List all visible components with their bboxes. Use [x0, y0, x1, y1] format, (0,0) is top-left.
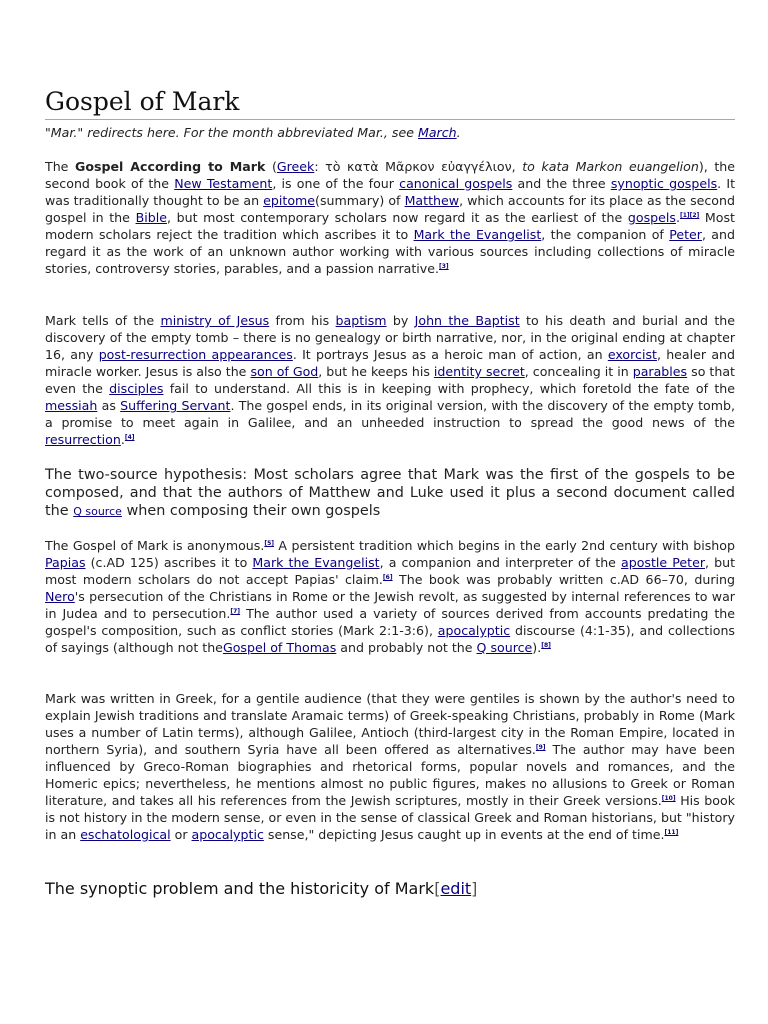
paragraph-language: Mark was written in Greek, for a gentile audience (that they were gentiles is shown by the author's need to explain Jewish traditions and translate Aramaic terms) of Greek-speaking Christians, probably in Rome (Mark uses a number of Latin terms), although Galilee, Antioch (third-largest city in the Roman Empire, located in northern Syria), and southern Syria have all been offered as alternatives.[9] The author may have been influenced by Greco-Roman biographies and rhetorical forms, popular novels and romances, and the Homeric epics; nevertheless, he mentions almost no public figures, makes no allusions to Greek or Roman literature, and takes all his references from the Jewish scriptures, mostly in their Greek versions.[10] His book is not history in the modern sense, or even in the sense of classical Greek and Roman historians, but "history in an eschatological or apocalyptic sense," depicting Jesus caught up in events at the end of time.[11]	[45, 691, 736, 842]
link-baptism[interactable]: baptism	[335, 313, 387, 328]
paragraph-authorship: The Gospel of Mark is anonymous.[5] A persistent tradition which begins in the early 2nd century with bishop Papias (c.AD 125) ascribes it to Mark the Evangelist, a companion and interpreter of the apostle Peter, but most modern scholars do not accept Papias' claim.[6] The book was probably written c.AD 66–70, during Nero's persecution of the Christians in Rome or the Jewish revolt, as suggested by internal references to war in Judea and to persecution.[7] The author used a variety of sources derived from accounts predating the gospel's composition, such as conflict stories (Mark 2:1-3:6), apocalyptic discourse (4:1-35), and collections of sayings (although not theGospel of Thomas and probably not the Q source).[8]	[45, 538, 736, 655]
link-matthew[interactable]: Matthew	[404, 193, 460, 208]
link-peter[interactable]: Peter	[669, 227, 702, 242]
link-ministry-of-jesus[interactable]: ministry of Jesus	[160, 313, 270, 328]
link-parables[interactable]: parables	[632, 364, 688, 379]
link-q-source[interactable]: Q source	[73, 505, 122, 518]
link-papias[interactable]: Papias	[45, 555, 86, 570]
link-mark-the-evangelist[interactable]: Mark the Evangelist	[413, 227, 542, 242]
citation-link[interactable]: [4]	[124, 434, 135, 441]
link-canonical-gospels[interactable]: canonical gospels	[399, 176, 513, 191]
bold-term: Gospel According to Mark	[75, 159, 266, 174]
link-disciples[interactable]: disciples	[109, 381, 164, 396]
link-identity-secret[interactable]: identity secret	[433, 364, 525, 379]
citation-link[interactable]: [9]	[535, 744, 546, 751]
link-apocalyptic[interactable]: apocalyptic	[191, 827, 264, 842]
link-son-of-god[interactable]: son of God	[250, 364, 319, 379]
link-synoptic-gospels[interactable]: synoptic gospels	[610, 176, 718, 191]
citation-link[interactable]: [5]	[264, 540, 275, 547]
citation-link[interactable]: [6]	[382, 574, 393, 581]
link-mark-the-evangelist[interactable]: Mark the Evangelist	[252, 555, 380, 570]
section-heading: The synoptic problem and the historicity of Mark[edit]	[45, 879, 478, 898]
paragraph-summary: Mark tells of the ministry of Jesus from his baptism by John the Baptist to his death and burial and the discovery of the empty tomb – there is no genealogy or birth narrative, nor, in the original ending at chapter 16, any post-resurrection appearances. It portrays Jesus as a heroic man of action, an exorcist, healer and miracle worker. Jesus is also the son of God, but he keeps his identity secret, concealing it in parables so that even the disciples fail to understand. All this is in keeping with prophecy, which foretold the fate of the messiah as Suffering Servant. The gospel ends, in its original version, with the discovery of the empty tomb, a promise to meet again in Galilee, and an unheeded instruction to spread the good news of the resurrection.[4]	[45, 313, 736, 447]
citation-link[interactable]: [10]	[661, 795, 676, 802]
link-bible[interactable]: Bible	[135, 210, 167, 225]
link-resurrection[interactable]: resurrection	[45, 432, 121, 447]
link-suffering-servant[interactable]: Suffering Servant	[120, 398, 231, 413]
link-epitome[interactable]: epitome	[263, 193, 316, 208]
hatnote: "Mar." redirects here. For the month abbreviated Mar., see March.	[45, 125, 461, 140]
link-greek[interactable]: Greek	[276, 159, 315, 174]
link-apocalyptic[interactable]: apocalyptic	[437, 623, 511, 638]
citation-link[interactable]: [7]	[230, 608, 241, 615]
link-messiah[interactable]: messiah	[45, 398, 98, 413]
paragraph-intro: The Gospel According to Mark (Greek: τὸ κατὰ Μᾶρκον εὐαγγέλιον, to kata Markon euangelion), the second book of the New Testament, is one of the four canonical gospels and the three synoptic gospels. It was traditionally thought to be an epitome(summary) of Matthew, which accounts for its place as the second gospel in the Bible, but most contemporary scholars now regard it as the earliest of the gospels.[1][2] Most modern scholars reject the tradition which ascribes it to Mark the Evangelist, the companion of Peter, and regard it as the work of an unknown author working with various sources including collections of miracle stories, controversy stories, parables, and a passion narrative.[3]	[45, 159, 736, 276]
link-gospel-of-thomas[interactable]: Gospel of Thomas	[222, 640, 337, 655]
citation-link[interactable]: [8]	[541, 642, 551, 649]
section-title: The synoptic problem and the historicity of Mark	[45, 879, 435, 898]
link-exorcist[interactable]: exorcist	[607, 347, 657, 362]
citation-link[interactable]: [11]	[664, 829, 679, 836]
link-q-source[interactable]: Q source	[476, 640, 533, 655]
link-john-the-baptist[interactable]: John the Baptist	[414, 313, 520, 328]
link-post-resurrection[interactable]: post-resurrection appearances	[98, 347, 293, 362]
citation-link[interactable]: [3]	[439, 263, 449, 270]
citation-link[interactable]: [1][2]	[679, 212, 700, 219]
transliteration: to kata Markon euangelion	[522, 159, 699, 174]
link-nero[interactable]: Nero	[45, 589, 75, 604]
link-march[interactable]: March	[417, 125, 457, 140]
link-apostle-peter[interactable]: apostle Peter	[621, 555, 706, 570]
page-title: Gospel of Mark	[45, 86, 735, 120]
link-new-testament[interactable]: New Testament	[174, 176, 273, 191]
link-gospels[interactable]: gospels	[627, 210, 676, 225]
paragraph-two-source: The two-source hypothesis: Most scholars agree that Mark was the first of the gospels to be composed, and that the authors of Matthew and Luke used it plus a second document called the Q source when composing their own gospels	[45, 467, 735, 519]
link-eschatological[interactable]: eschatological	[80, 827, 171, 842]
edit-link[interactable]: edit	[440, 879, 472, 898]
